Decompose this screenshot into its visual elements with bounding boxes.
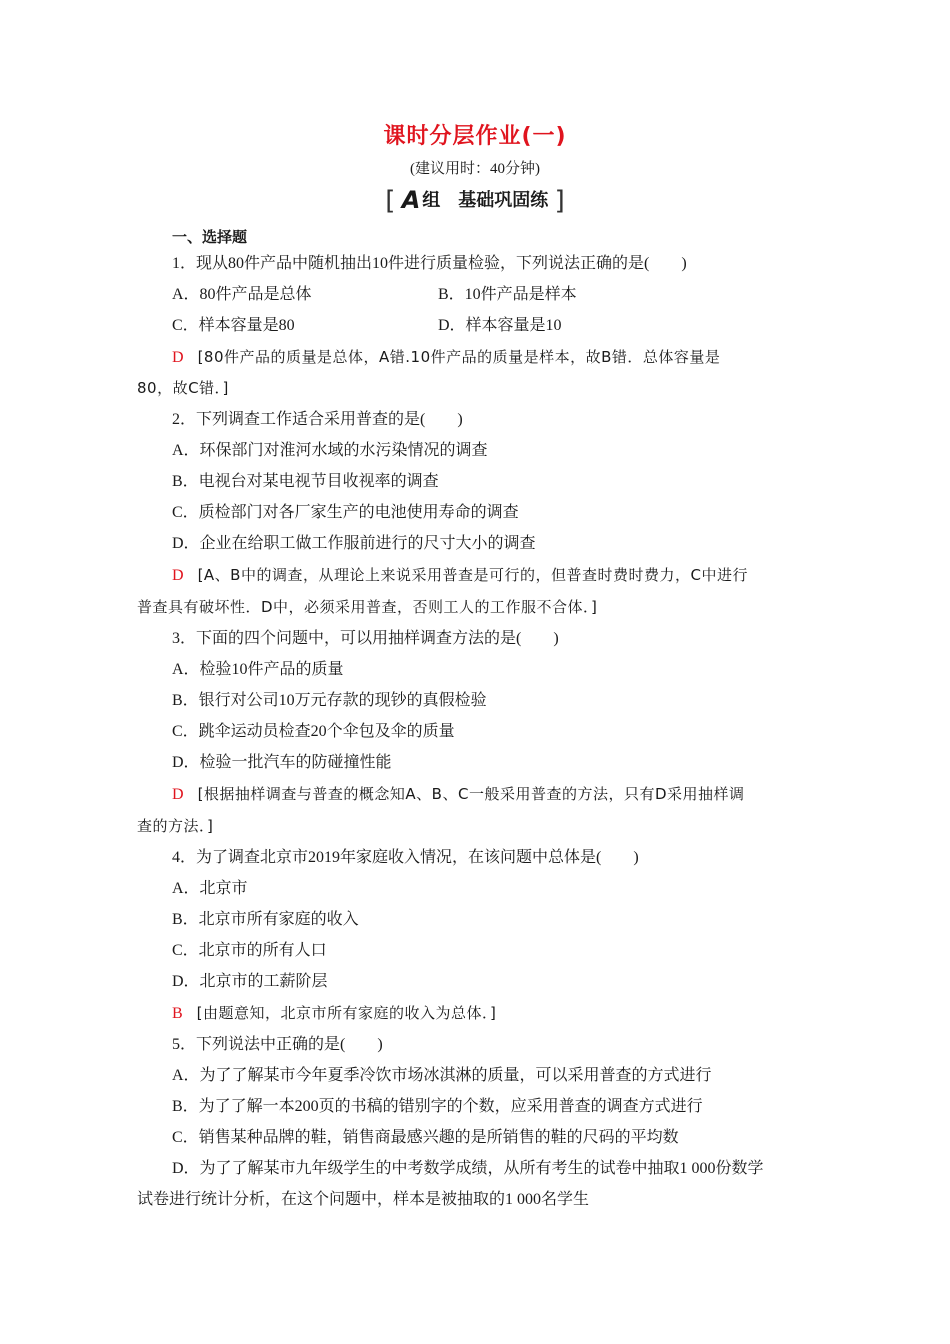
question-5-option-a: A．为了了解某市今年夏季冷饮市场冰淇淋的质量，可以采用普查的方式进行 bbox=[172, 1067, 712, 1084]
question-2-option-b: B．电视台对某电视节目收视率的调查 bbox=[172, 473, 439, 490]
answer-explanation: [A、B中的调查，从理论上来说采用普查是可行的，但普查时费时费力，C中进行 bbox=[197, 566, 748, 584]
question-3-option-d: D．检验一批汽车的防碰撞性能 bbox=[172, 754, 392, 771]
answer-explanation-cont: 普查具有破坏性．D中，必须采用普查，否则工人的工作服不合体．] bbox=[137, 598, 598, 616]
question-4-option-b: B．北京市所有家庭的收入 bbox=[172, 911, 359, 928]
section-heading: 一、选择题 bbox=[172, 228, 248, 246]
answer-explanation: [根据抽样调查与普查的概念知A、B、C一般采用普查的方法，只有D采用抽样调 bbox=[197, 785, 745, 803]
answer-explanation-cont: 80，故C错．] bbox=[137, 379, 229, 397]
question-3-option-c: C．跳伞运动员检查20个伞包及伞的质量 bbox=[172, 723, 455, 740]
answer-letter: B bbox=[172, 1005, 183, 1022]
group-header bbox=[0, 186, 950, 216]
group-letter: A bbox=[401, 186, 421, 214]
question-2-stem: 2．下列调查工作适合采用普查的是( ) bbox=[172, 411, 463, 428]
question-1-stem: 1．现从80件产品中随机抽出10件进行质量检验，下列说法正确的是( ) bbox=[172, 255, 687, 272]
bracket-left: [ bbox=[385, 186, 396, 216]
question-5-option-b: B．为了了解一本200页的书稿的错别字的个数，应采用普查的调查方式进行 bbox=[172, 1098, 703, 1115]
question-3-option-b: B．银行对公司10万元存款的现钞的真假检验 bbox=[172, 692, 487, 709]
answer-explanation-cont: 查的方法．] bbox=[137, 817, 214, 835]
question-3-option-a: A．检验10件产品的质量 bbox=[172, 661, 344, 678]
question-2-answer bbox=[172, 564, 748, 587]
question-5-stem: 5．下列说法中正确的是( ) bbox=[172, 1036, 383, 1053]
question-5-option-d: D．为了了解某市九年级学生的中考数学成绩，从所有考生的试卷中抽取1 000份数学 bbox=[172, 1160, 764, 1177]
answer-explanation: [80件产品的质量是总体，A错.10件产品的质量是样本，故B错．总体容量是 bbox=[197, 348, 721, 366]
question-1-option-b: B．10件产品是样本 bbox=[438, 286, 577, 303]
question-1-option-d: D．样本容量是10 bbox=[438, 317, 562, 334]
question-1-option-c: C．样本容量是80 bbox=[172, 317, 295, 334]
bracket-right: ] bbox=[554, 186, 565, 216]
question-5-option-c: C．销售某种品牌的鞋，销售商最感兴趣的是所销售的鞋的尺码的平均数 bbox=[172, 1129, 679, 1146]
answer-explanation: [由题意知，北京市所有家庭的收入为总体．] bbox=[196, 1004, 497, 1022]
question-1-option-a: A．80件产品是总体 bbox=[172, 286, 312, 303]
question-5-option-d-cont: 试卷进行统计分析，在这个问题中，样本是被抽取的1 000名学生 bbox=[137, 1191, 590, 1208]
question-2-option-c: C．质检部门对各厂家生产的电池使用寿命的调查 bbox=[172, 504, 519, 521]
question-1-answer bbox=[172, 346, 720, 369]
suggested-time: (建议用时：40分钟) bbox=[410, 161, 540, 177]
question-4-answer bbox=[172, 1002, 496, 1025]
page-title: 课时分层作业(一) bbox=[383, 124, 567, 149]
question-3-stem: 3．下面的四个问题中，可以用抽样调查方法的是( ) bbox=[172, 630, 559, 647]
answer-letter: D bbox=[172, 349, 184, 366]
question-4-stem: 4．为了调查北京市2019年家庭收入情况，在该问题中总体是( ) bbox=[172, 849, 639, 866]
group-label: 组 基础巩固练 bbox=[422, 190, 549, 211]
question-3-answer bbox=[172, 783, 745, 806]
question-2-option-a: A．环保部门对淮河水域的水污染情况的调查 bbox=[172, 442, 488, 459]
question-2-option-d: D．企业在给职工做工作服前进行的尺寸大小的调查 bbox=[172, 535, 536, 552]
answer-letter: D bbox=[172, 786, 184, 803]
answer-letter: D bbox=[172, 567, 184, 584]
question-4-option-c: C．北京市的所有人口 bbox=[172, 942, 327, 959]
question-4-option-a: A．北京市 bbox=[172, 880, 248, 897]
question-4-option-d: D．北京市的工薪阶层 bbox=[172, 973, 328, 990]
